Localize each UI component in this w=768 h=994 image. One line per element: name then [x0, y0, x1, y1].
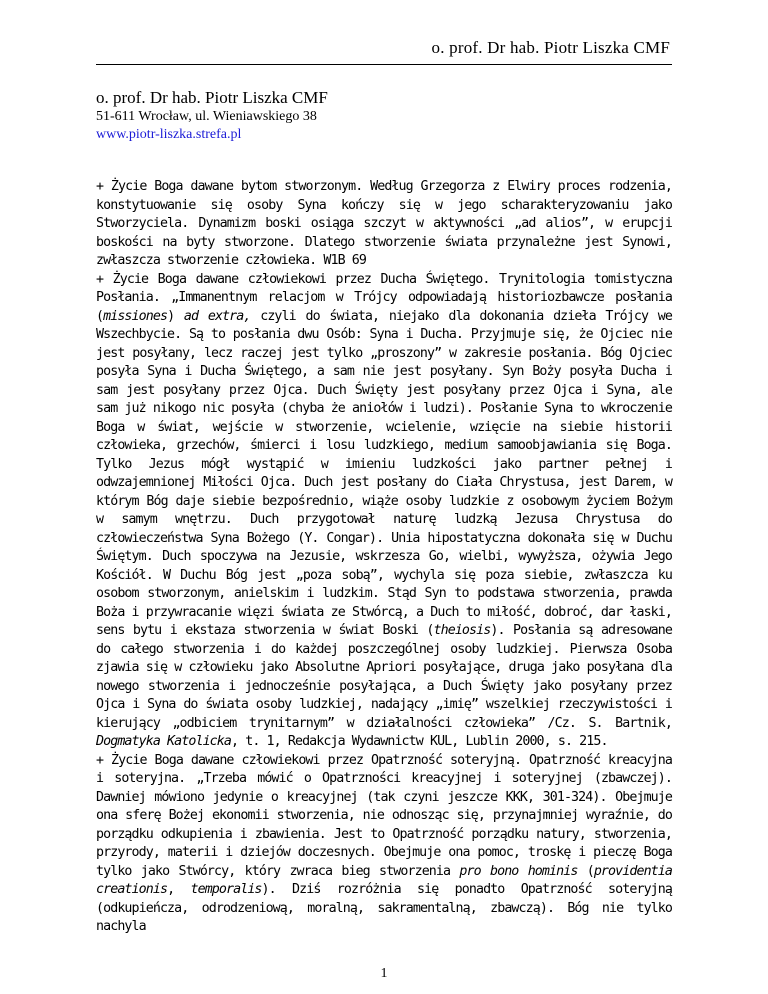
website-link[interactable]: www.piotr-liszka.strefa.pl — [96, 127, 242, 142]
running-header: o. prof. Dr hab. Piotr Liszka CMF — [431, 38, 670, 57]
author-address: 51-611 Wrocław, ul. Wieniawskiego 38 — [96, 109, 317, 124]
document-body — [96, 178, 672, 937]
paragraph-3: + Życie Boga dawane człowiekowi przez Opatrzność soteryjną. Opatrzność kreacyjna i soteryjna. „Trzeba mówić o Opatrzności kreacyjnej i soteryjnej (zbawczej). Dawniej mówiono jedynie o kreacyjnej (tak czyni jeszcze KKK, 301-324). Obejmuje ona sferę Bożej ekonomii stworzenia, nie odnosząc się, przynajmniej wyraźnie, do porządku odkupienia i zbawienia. Jest to Opatrzność porządku natury, stworzenia, przyrody, materii i dziejów doczesnych. Obejmuje ona pomoc, troskę i pieczę Boga tylko jako Stwórcy, który zwraca bieg stworzenia pro bono hominis (providentia creationis, temporalis). Dziś rozróżnia się ponadto Opatrzność soteryjną (odkupieńcza, odrodzeniową, moralną, sakramentalną, zbawczą). Bóg nie tylko nachyla — [96, 752, 672, 934]
header-divider — [96, 64, 672, 65]
page-number: 1 — [380, 966, 388, 981]
author-name: o. prof. Dr hab. Piotr Liszka CMF — [96, 88, 328, 107]
author-block — [96, 88, 328, 144]
paragraph-1: + Życie Boga dawane bytom stworzonym. Według Grzegorza z Elwiry proces rodzenia, konstytuowanie się osoby Syna kończy się w jego scharakteryzowaniu jako Stworzyciela. Dynamizm boski osiąga szczyt w aktywności „ad alios”, w erupcji boskości na byty stworzone. Dlatego stworzenie świata przynależne jest Synowi, zwłaszcza stworzenie człowieka. W1B 69 — [96, 179, 672, 268]
paragraph-2: + Życie Boga dawane człowiekowi przez Ducha Świętego. Trynitologia tomistyczna Posłania. „Immanentnym relacjom w Trójcy odpowiadają historiozbawcze posłania (missiones) ad extra, czyli do świata, niejako dla dokonania dzieła Trójcy we Wszechbycie. Są to posłania dwu Osób: Syna i Ducha. Przyjmuje się, że Ojciec nie jest posyłany, lecz raczej jest tylko „proszony” w zakresie posłania. Bóg Ojciec posyła Syna i Ducha Świętego, a sam nie jest posyłany. Syn Boży posyła Ducha i sam jest posyłany przez Ojca. Duch Święty jest posyłany przez Ojca i Syna, ale sam już nikogo nic posyła (chyba że aniołów i ludzi). Posłanie Syna to wkroczenie Boga w świat, wejście w stworzenie, wcielenie, wzięcie na siebie historii człowieka, grzechów, śmierci i losu ludzkiego, medium samoobjawiania się Boga. Tylko Jezus mógł wystąpić w imieniu ludzkości jako partner pełnej i odwzajemnionej Miłości Ojca. Duch jest posłany do Ciała Chrystusa, jest Darem, w którym Bóg daje siebie bezpośrednio, wiąże osoby ludzkie z osobowym życiem Bożym w samym wnętrzu. Duch przygotował naturę ludzką Jezusa Chrystusa do człowieczeństwa Syna Bożego (Y. Congar). Unia hipostatyczna dokonała się w Duchu Świętym. Duch spoczywa na Jezusie, wskrzesza Go, wielbi, wywyższa, ożywia Jego Kościół. W Duchu Bóg jest „poza sobą”, wychyla się poza siebie, zwłaszcza ku osobom stworzonym, anielskim i ludzkim. Stąd Syn to podstawa stworzenia, prawda Boża i przywracanie więzi świata ze Stwórcą, a Duch to miłość, dobroć, dar łaski, sens bytu i ekstaza stworzenia w świat Boski (theiosis). Posłania są adresowane do całego stworzenia i do każdej poszczególnej osoby ludzkiej. Pierwsza Osoba zjawia się w człowieku jako Absolutne Apriori posyłające, druga jako posyłana dla nowego stworzenia i jednocześnie posyłająca, a Duch Święty jako posyłany przez Ojca i Syna do świata osoby ludzkiej, nadający „imię” wszelkiej rzeczywistości i kierujący „odbiciem trynitarnym” w działalności człowieka” /Cz. S. Bartnik, Dogmatyka Katolicka, t. 1, Redakcja Wydawnictw KUL, Lublin 2000, s. 215. — [96, 271, 672, 749]
